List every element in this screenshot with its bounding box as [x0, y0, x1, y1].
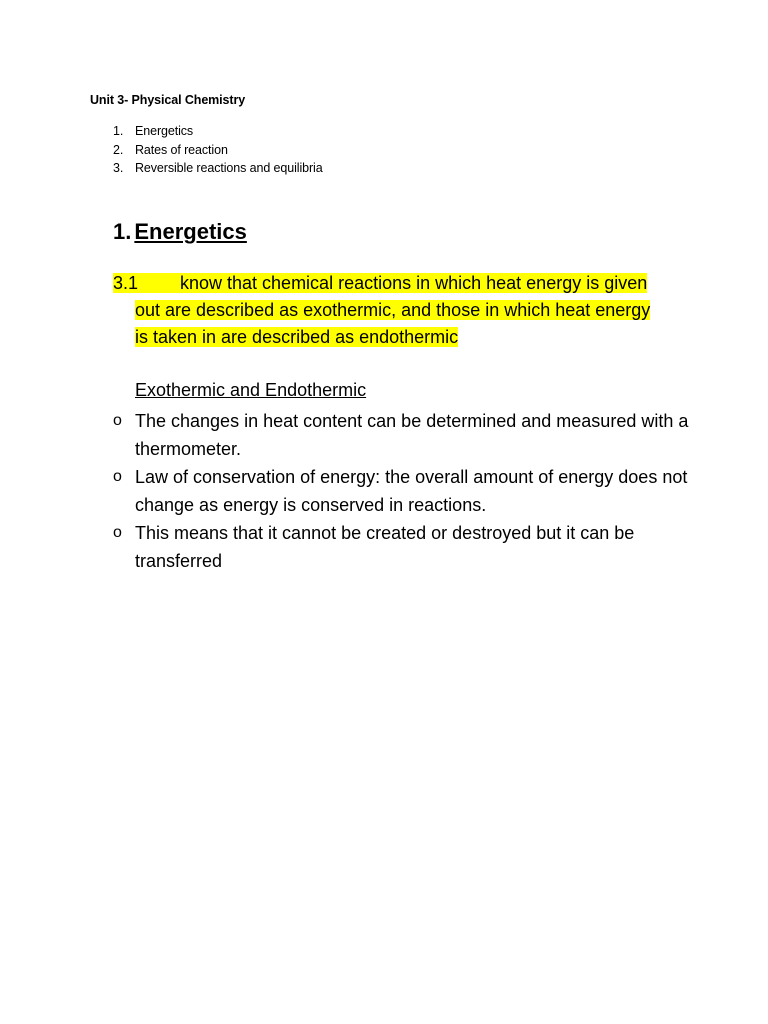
bullet-item: [113, 463, 695, 519]
contents-item-number: 3.: [113, 161, 124, 175]
subheading: Exothermic and Endothermic: [135, 380, 367, 400]
contents-item-text: Rates of reaction: [135, 142, 228, 157]
bullet-list: [113, 407, 695, 575]
hollow-circle-bullet-icon: o: [113, 524, 122, 541]
spec-highlight: is taken in are described as endothermic: [135, 327, 459, 347]
spec-line: [113, 324, 683, 351]
spec-line: [113, 297, 683, 324]
bullet-text: This means that it cannot be created or destroyed but it can be transferred: [135, 523, 635, 571]
hollow-circle-bullet-icon: o: [113, 412, 122, 429]
bullet-item: [113, 407, 695, 463]
contents-item-text: Reversible reactions and equilibria: [135, 161, 323, 175]
hollow-circle-bullet-icon: o: [113, 468, 122, 485]
spec-line-text: know that chemical reactions in which heat energy is given: [180, 273, 648, 293]
contents-item-number: 1.: [113, 124, 124, 138]
spec-highlight: out are described as exothermic, and those in which heat energy: [135, 300, 651, 320]
section-number: 1.: [113, 219, 132, 244]
contents-item-text: Energetics: [135, 124, 194, 138]
spec-line: [113, 270, 683, 297]
specification-point: [113, 270, 683, 351]
spec-highlight: [113, 273, 647, 293]
bullet-text: The changes in heat content can be determined and measured with a thermometer.: [135, 411, 689, 459]
bullet-item: [113, 519, 695, 575]
bullet-text: Law of conservation of energy: the overall amount of energy does not change as energy is conserved in reactions.: [135, 467, 688, 515]
section-title: Energetics: [134, 219, 247, 244]
unit-title: Unit 3- Physical Chemistry: [90, 93, 246, 107]
section-heading: [113, 219, 247, 245]
contents-item-number: 2.: [113, 142, 124, 157]
spec-code: 3.1: [113, 273, 139, 293]
